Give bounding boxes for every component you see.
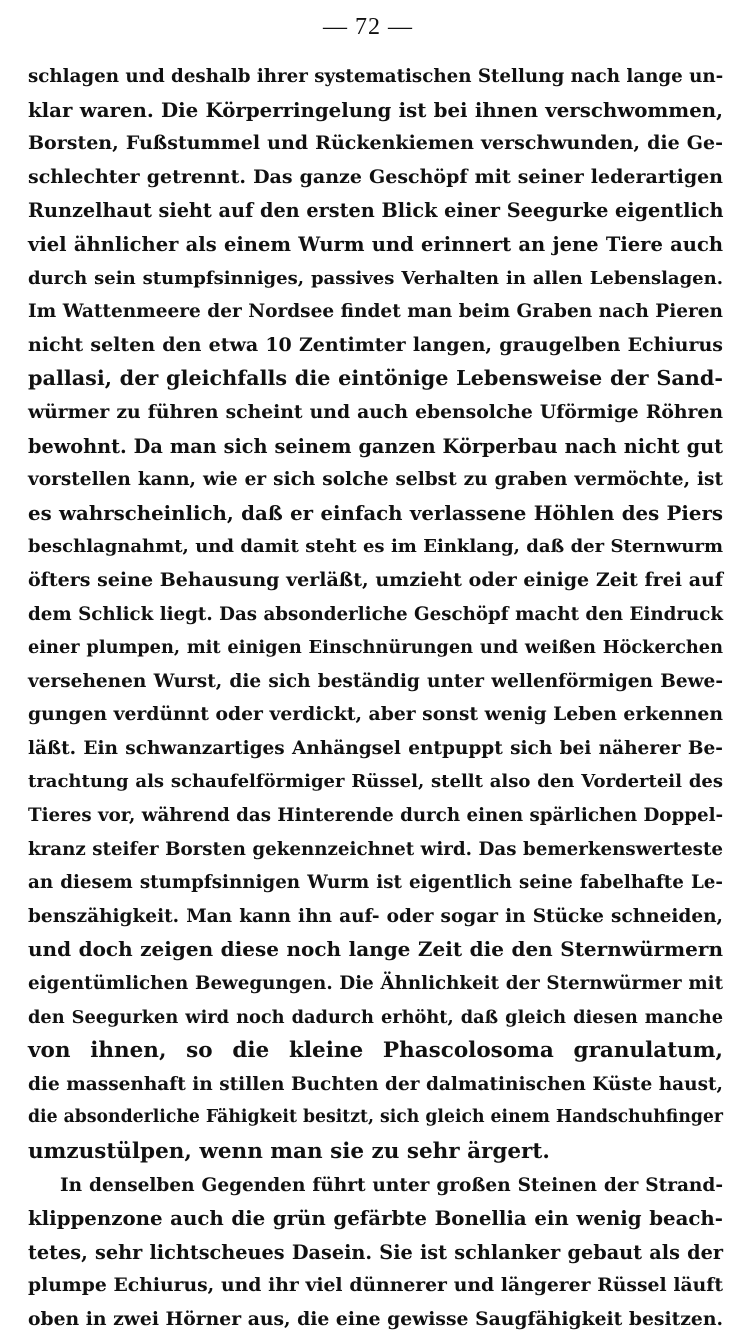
text-line: von ihnen, so die kleine Phascolosoma granulatum,: [28, 1038, 723, 1064]
text-line: klar waren. Die Körperringelung ist bei ihnen verschwommen,: [28, 97, 723, 122]
text-line: und doch zeigen diese noch lange Zeit die den Sternwürmern: [28, 937, 723, 962]
text-line: schlagen und deshalb ihrer systematischen Stellung nach lange un-: [28, 66, 724, 87]
text-line: an diesem stumpfsinnigen Wurm ist eigentlich seine fabelhafte Le-: [28, 872, 723, 894]
text-line: beschlagnahmt, und damit steht es im Einklang, daß der Sternwurm: [28, 536, 723, 558]
text-line: öfters seine Behausung verläßt, umzieht oder einige Zeit frei auf: [28, 568, 723, 591]
body-text: [28, 60, 723, 1337]
text-line: dem Schlick liegt. Das absonderliche Geschöpf macht den Eindruck: [28, 603, 723, 625]
text-line: In denselben Gegenden führt unter großen Steinen der Strand-: [60, 1174, 723, 1196]
text-line: plumpe Echiurus, und ihr viel dünnerer und längerer Rüssel läuft: [28, 1274, 723, 1297]
text-line: klippenzone auch die grün gefärbte Bonellia ein wenig beach-: [28, 1206, 723, 1231]
text-line: nicht selten den etwa 10 Zentimter langen, graugelben Echiurus: [28, 333, 723, 356]
text-line: einer plumpen, mit einigen Einschnürungen und weißen Höckerchen: [28, 637, 723, 659]
text-line: Borsten, Fußstummel und Rückenkiemen verschwunden, die Ge-: [28, 132, 723, 155]
text-line: Tieres vor, während das Hinterende durch einen spärlichen Doppel-: [28, 805, 724, 827]
text-line: oben in zwei Hörner aus, die eine gewisse Saugfähigkeit besitzen.: [28, 1307, 723, 1330]
text-line: läßt. Ein schwanzartiges Anhängsel entpuppt sich bei näherer Be-: [28, 737, 723, 759]
paragraph-2: [28, 1169, 723, 1337]
text-line: durch sein stumpfsinniges, passives Verhalten in allen Lebenslagen.: [28, 267, 723, 289]
text-line: es wahrscheinlich, daß er einfach verlassene Höhlen des Piers: [28, 500, 723, 525]
text-line: vorstellen kann, wie er sich solche selbst zu graben vermöchte, ist: [28, 469, 723, 491]
text-line: gungen verdünnt oder verdickt, aber sonst wenig Leben erkennen: [28, 703, 723, 726]
text-line: kranz steifer Borsten gekennzeichnet wird. Das bemerkenswerteste: [28, 838, 723, 860]
text-line: benszähigkeit. Man kann ihn auf- oder sogar in Stücke schneiden,: [28, 905, 723, 927]
text-line: Runzelhaut sieht auf den ersten Blick einer Seegurke eigentlich: [28, 199, 724, 223]
paragraph-1: [28, 60, 723, 1169]
text-line: versehenen Wurst, die sich beständig unter wellenförmigen Bewe-: [28, 670, 723, 692]
text-line: viel ähnlicher als einem Wurm und erinnert an jene Tiere auch: [28, 232, 723, 256]
text-line: umzustülpen, wenn man sie zu sehr ärgert.: [28, 1139, 550, 1164]
text-line: den Seegurken wird noch dadurch erhöht, daß gleich diesen manche: [28, 1006, 723, 1028]
text-line: trachtung als schaufelförmiger Rüssel, stellt also den Vorderteil des: [28, 771, 723, 793]
text-line: die absonderliche Fähigkeit besitzt, sich gleich einem Handschuhfinger: [28, 1107, 723, 1128]
text-line: Im Wattenmeere der Nordsee findet man beim Graben nach Pieren: [28, 301, 723, 323]
text-line: eigentümlichen Bewegungen. Die Ähnlichkeit der Sternwürmer mit: [28, 973, 723, 995]
text-line: die massenhaft in stillen Buchten der dalmatinischen Küste haust,: [28, 1073, 723, 1095]
text-line: schlechter getrennt. Das ganze Geschöpf mit seiner lederartigen: [28, 165, 723, 188]
text-line: bewohnt. Da man sich seinem ganzen Körperbau nach nicht gut: [28, 434, 723, 458]
text-line: tetes, sehr lichtscheues Dasein. Sie ist schlanker gebaut als der: [28, 1240, 723, 1264]
text-line: pallasi, der gleichfalls die eintönige Lebensweise der Sand-: [28, 366, 723, 391]
page-number: — 72 —: [323, 14, 413, 40]
text-line: würmer zu führen scheint und auch ebensolche Uförmige Röhren: [28, 400, 723, 423]
